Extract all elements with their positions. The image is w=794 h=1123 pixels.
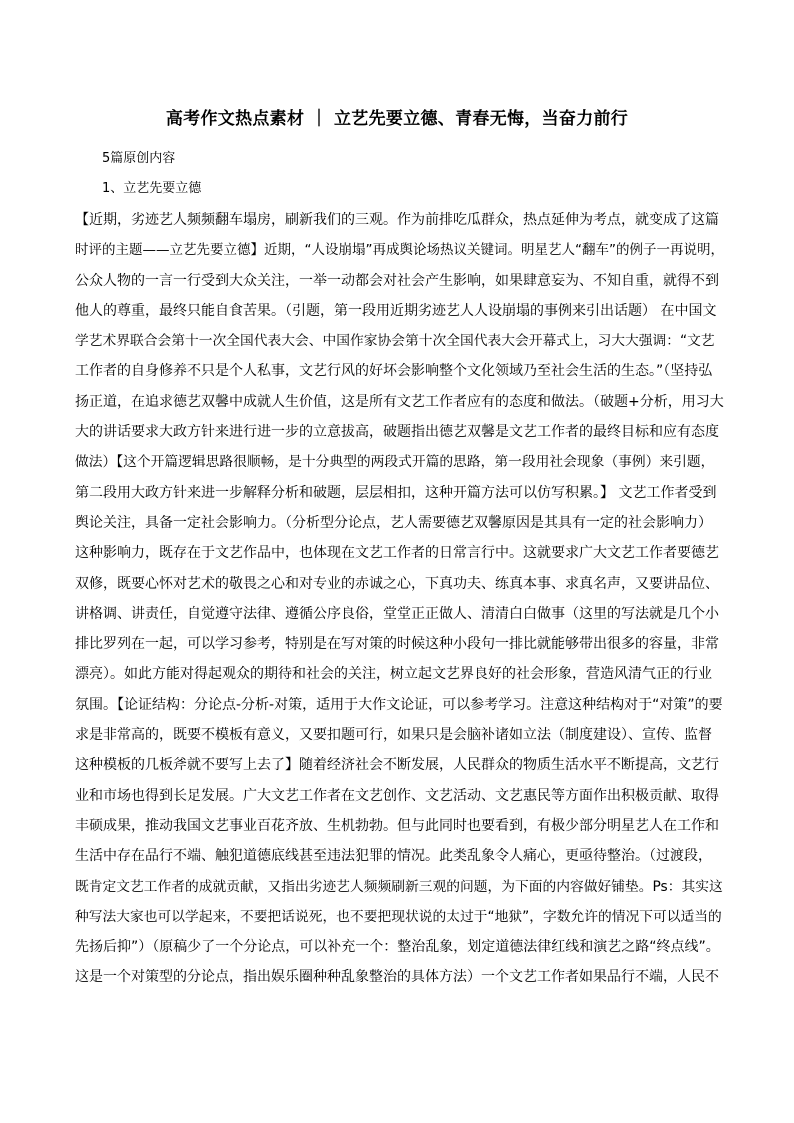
- text-line: 丰硕成果，推动我国文艺事业百花齐放、生机勃勃。但与此同时也要看到，有极少部分明星艺人在工作和: [75, 817, 719, 834]
- text-line: 讲格调、讲责任，自觉遵守法律、遵循公序良俗，堂堂正正做人、清清白白做事（这里的写法就是几个小: [75, 605, 719, 622]
- text-line: 求是非常高的，既要不模板有意义，又要扣题可行，如果只是会脑补诸如立法（制度建设）、宣传、监督: [75, 727, 712, 744]
- text-line: 这种模板的几板斧就不要写上去了】随着经济社会不断发展，人民群众的物质生活水平不断提高，文艺行: [75, 757, 719, 774]
- text-line: 双修，既要心怀对艺术的敬畏之心和对专业的赤诚之心，下真功夫、练真本事、求真名声，又要讲品位、: [75, 575, 719, 592]
- text-line: 扬正道，在追求德艺双馨中成就人生价值，这是所有文艺工作者应有的态度和做法。（破题+分析，用习大: [75, 393, 724, 410]
- text-line: 学艺术界联合会第十一次全国代表大会、中国作家协会第十次全国代表大会开幕式上，习大大强调：“文艺: [75, 333, 715, 350]
- text-line: 时评的主题——立艺先要立德】近期，“人设崩塌”再成舆论场热议关键词。明星艺人“翻车”的例子一再说明，: [75, 242, 724, 259]
- text-line: 这是一个对策型的分论点，指出娱乐圈种种乱象整治的具体方法）一个文艺工作者如果品行不端，人民不: [75, 969, 719, 986]
- page-title: 高考作文热点素材 ｜ 立艺先要立德、青春无悔，当奋力前行: [165, 109, 629, 129]
- text-line: 第二段用大政方针来进一步解释分析和破题，层层相扣，这种开篇方法可以仿写积累。】 文艺工作者受到: [75, 484, 717, 501]
- section-heading: 1、立艺先要立德: [102, 181, 202, 196]
- text-line: 做法）【这个开篇逻辑思路很顺畅，是十分典型的两段式开篇的思路，第一段用社会现象（事例）来引题，: [75, 454, 715, 471]
- text-line: 公众人物的一言一行受到大众关注，一举一动都会对社会产生影响，如果肆意妄为、不知自重，就得不到: [75, 272, 719, 289]
- body-paragraph: [75, 205, 725, 993]
- text-line: 舆论关注，具备一定社会影响力。（分析型分论点，艺人需要德艺双馨原因是其具有一定的社会影响力）: [75, 514, 712, 531]
- text-line: 【近期，劣迹艺人频频翻车塌房，刷新我们的三观。作为前排吃瓜群众，热点延伸为考点，就变成了这篇: [75, 212, 719, 228]
- text-line: 先扬后抑”）（原稿少了一个分论点，可以补充一个：整治乱象，划定道德法律红线和演艺之路“终点线”。: [75, 939, 720, 956]
- text-line: 大的讲话要求大政方针来进行进一步的立意拔高，破题指出德艺双馨是文艺工作者的最终目标和应有态度: [75, 424, 719, 441]
- text-line: 排比罗列在一起，可以学习参考，特别是在写对策的时候这种小段句一排比就能够带出很多的容量，非常: [75, 636, 719, 653]
- text-line: 业和市场也得到长足发展。广大文艺工作者在文艺创作、文艺活动、文艺惠民等方面作出积极贡献、取得: [75, 787, 719, 804]
- text-line: 漂亮）。如此方能对得起观众的期待和社会的关注，树立起文艺界良好的社会形象，营造风清气正的行业: [75, 666, 712, 683]
- text-line: 氛围。【论证结构：分论点-分析-对策，适用于大作文论证，可以参考学习。注意这种结构对于“对策”的要: [75, 696, 723, 713]
- text-line: 工作者的自身修养不只是个人私事，文艺行风的好坏会影响整个文化领域乃至社会生活的生态。”（坚持弘: [75, 363, 713, 380]
- content-count-label: 5篇原创内容: [102, 151, 176, 166]
- text-line: 他人的尊重，最终只能自食苦果。（引题，第一段用近期劣迹艺人人设崩塌的事例来引出话题） 在中国文: [75, 302, 717, 319]
- text-line: 既肯定文艺工作者的成就贡献，又指出劣迹艺人频频刷新三观的问题，为下面的内容做好铺垫。Ps：其实这: [75, 878, 723, 895]
- text-line: 生活中存在品行不端、触犯道德底线甚至违法犯罪的情况。此类乱象令人痛心，更亟待整治。（过渡段，: [75, 848, 712, 865]
- text-line: 这种影响力，既存在于文艺作品中，也体现在文艺工作者的日常言行中。这就要求广大文艺工作者要德艺: [75, 545, 719, 562]
- text-line: 种写法大家也可以学起来，不要把话说死，也不要把现状说的太过于“地狱”，字数允许的情况下可以适当的: [75, 908, 722, 925]
